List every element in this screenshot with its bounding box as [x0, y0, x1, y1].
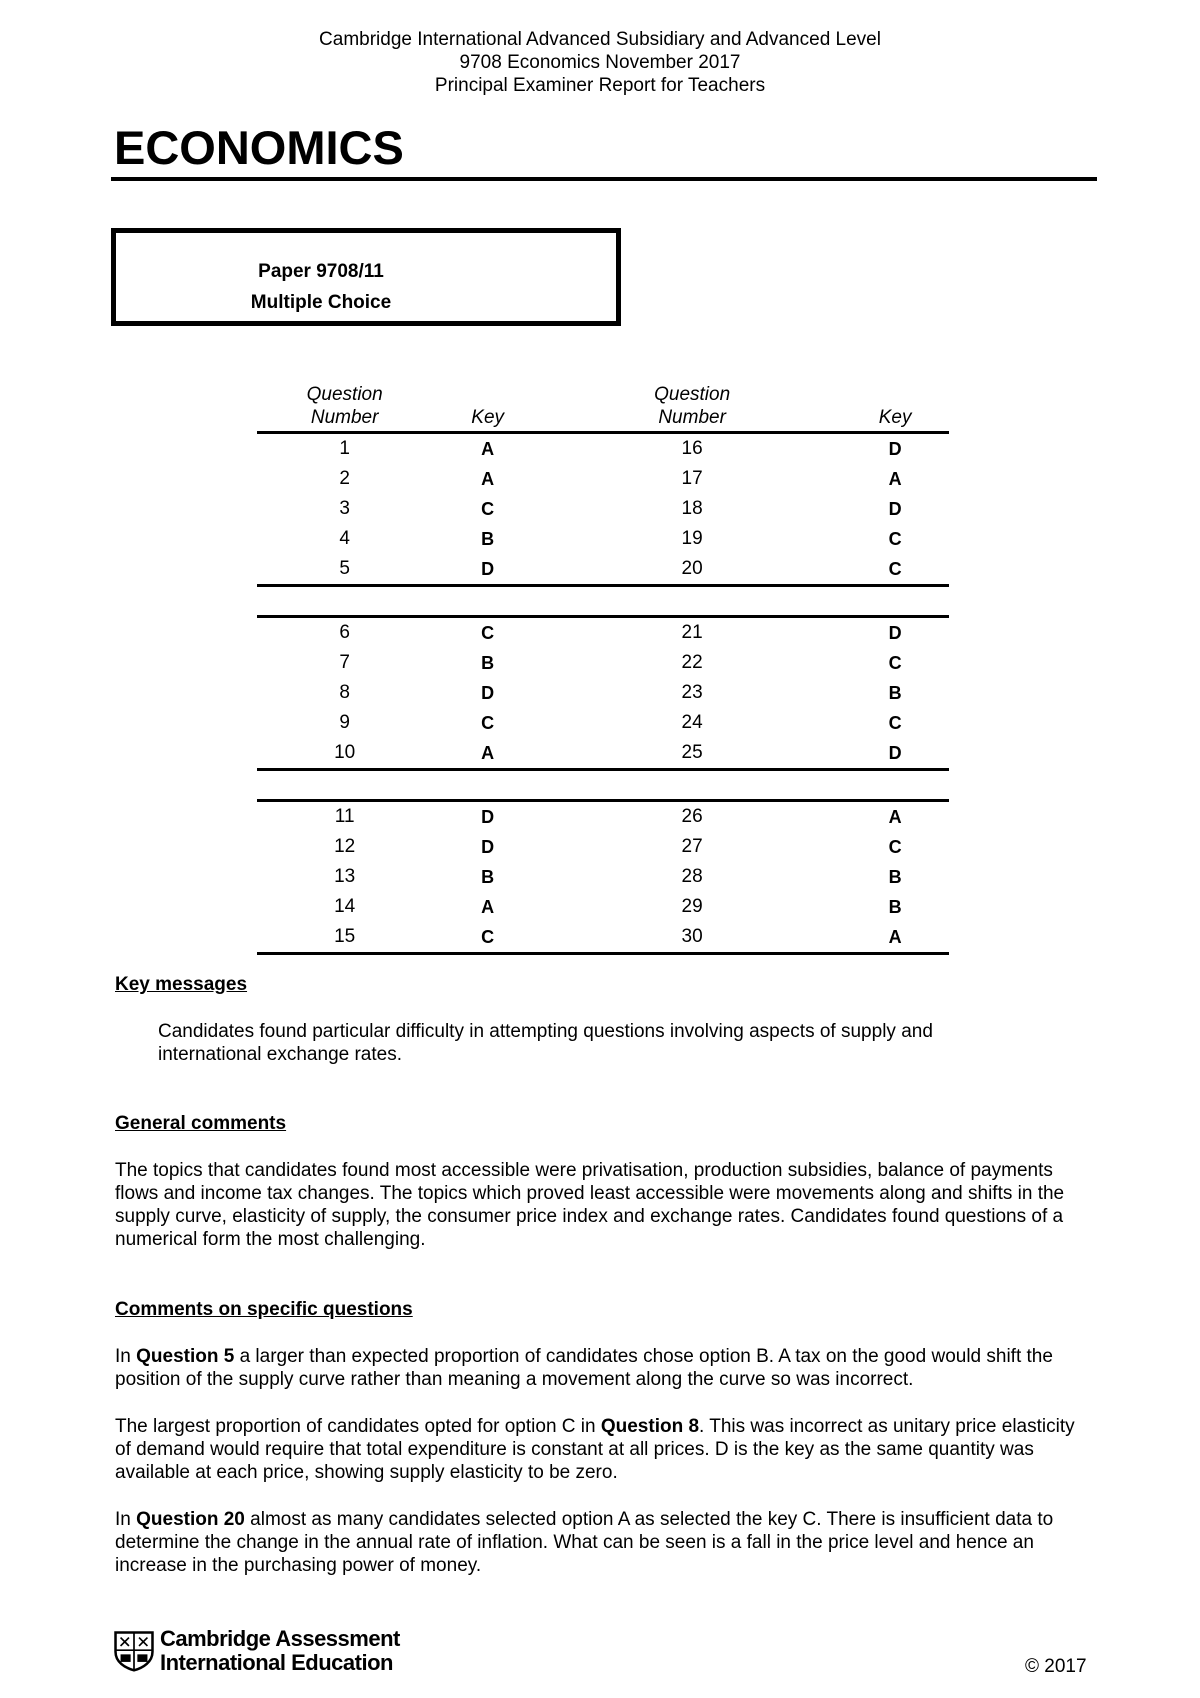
key-messages-text: Candidates found particular difficulty in attempting questions involving aspects of supply and international exchange rates.	[158, 1021, 933, 1065]
key-messages-heading: Key messages	[115, 974, 248, 995]
comment-question-5: In Question 5 a larger than expected proportion of candidates chose option B. A tax on the good would shift the position of the supply curve rather than meaning a movement along the curve so was incorrect.	[115, 1346, 1053, 1390]
table-row: 11 D 26 A	[334, 806, 902, 827]
header-line-3: Principal Examiner Report for Teachers	[434, 75, 766, 96]
col-header-question-right: Question Number	[543, 378, 841, 433]
header-line-2: 9708 Economics November 2017	[459, 52, 741, 73]
paper-code: Paper 9708/11	[258, 261, 384, 282]
comment-question-20: In Question 20 almost as many candidates selected option A as selected the key C. There is insufficient data to determine the change in the annual rate of inflation. What can be seen is a fall in the price level and hence an increase in the purchasing power of money.	[115, 1509, 1054, 1576]
table-row: 3 C 18 D	[339, 498, 902, 519]
paper-box	[111, 228, 621, 326]
table-group-separator	[257, 586, 949, 617]
table-group-separator	[257, 770, 949, 801]
table-row: 2 A 17 A	[339, 468, 902, 489]
specific-comments-heading: Comments on specific questions	[115, 1299, 413, 1320]
table-row: 8 D 23 B	[339, 682, 902, 703]
table-row: 6 C 21 D	[339, 622, 902, 643]
general-comments-heading: General comments	[115, 1113, 287, 1134]
header-line-1: Cambridge International Advanced Subsidiary and Advanced Level	[319, 29, 881, 50]
table-header-row	[257, 378, 949, 433]
page-header	[0, 28, 1200, 97]
table-row: 13 B 28 B	[334, 866, 902, 887]
paper-type: Multiple Choice	[250, 292, 392, 313]
cambridge-shield-icon	[113, 1626, 155, 1676]
col-header-key-right: Key	[841, 378, 949, 433]
cambridge-logo: Cambridge Assessment International Education	[160, 1626, 400, 1675]
table-row: 15 C 30 A	[257, 922, 949, 954]
page-title: ECONOMICS	[114, 121, 404, 174]
table-row: 12 D 27 C	[334, 836, 902, 857]
table-row: 5 D 20 C	[339, 558, 902, 579]
table-row: 14 A 29 B	[334, 896, 902, 917]
copyright: © 2017	[1025, 1656, 1087, 1677]
title-rule	[111, 177, 1097, 181]
comment-question-8: The largest proportion of candidates opted for option C in Question 8. This was incorrect as unitary price elasticity of demand would require that total expenditure is constant at all prices. D is the key as the same quantity was available at each price, showing supply elasticity to be zero.	[115, 1416, 1075, 1483]
general-comments-text: The topics that candidates found most accessible were privatisation, production subsidies, balance of payments flows and income tax changes. The topics which proved least accessible were movements along and shifts in the supply curve, elasticity of supply, the consumer price index and exchange rates. Candidates found questions of a numerical form the most challenging.	[115, 1160, 1065, 1250]
table-row: 9 C 24 C	[339, 712, 902, 733]
col-header-question-left: Question Number	[257, 378, 432, 433]
table-row: 10 A 25 D	[334, 742, 902, 763]
table-row: 1 A 16 D	[339, 438, 902, 459]
table-row: 7 B 22 C	[339, 652, 902, 673]
answer-key-table	[257, 378, 949, 955]
col-header-key-left: Key	[432, 378, 543, 433]
table-row: 4 B 19 C	[339, 528, 902, 549]
